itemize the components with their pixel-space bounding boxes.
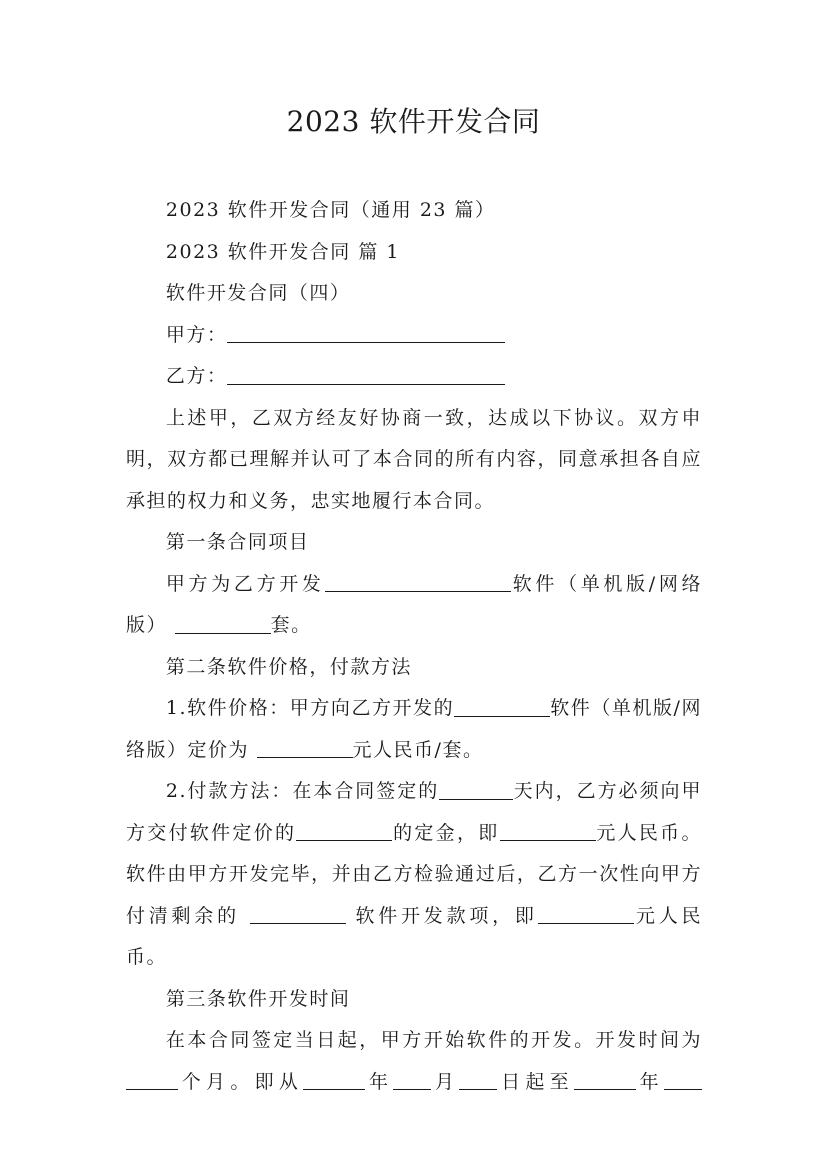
text-segment: 月 (431, 1070, 460, 1093)
party-b-line (126, 356, 702, 398)
article-2-heading (126, 647, 702, 689)
paragraph-text: 2023 软件开发合同（通用 23 篇） (165, 199, 496, 221)
paragraph-text: 第三条软件开发时间 (165, 987, 351, 1010)
start-year-blank[interactable] (303, 1069, 365, 1090)
article-1-content (126, 564, 702, 647)
text-segment: 的定金，即 (392, 821, 500, 844)
start-day-blank[interactable] (459, 1069, 497, 1090)
party-a-line (126, 315, 702, 357)
document-title: 2023 软件开发合同 (286, 105, 541, 138)
months-blank[interactable] (126, 1069, 178, 1090)
text-segment: 1.软件价格：甲方向乙方开发的 (165, 697, 455, 719)
paragraph-subtitle (126, 190, 702, 232)
text-segment: 元人民币。 (126, 904, 702, 968)
party-a-blank[interactable] (227, 322, 505, 343)
text-segment: 软件（单机版/网络版）定价为 (126, 697, 702, 761)
article-2-price (126, 688, 702, 771)
days-blank[interactable] (439, 779, 513, 800)
quantity-blank[interactable] (175, 613, 271, 634)
text-segment: 元人民币。软件由甲方开发完毕，并由乙方检验通过后，乙方一次性向甲方付清剩余的 (126, 821, 702, 927)
article-3-content (126, 1020, 702, 1103)
text-segment: 日起至 (497, 1070, 574, 1093)
party-b-label: 乙方： (165, 365, 228, 387)
text-segment: 天内，乙方必须向甲方交付软件定价的 (126, 780, 702, 844)
paragraph-text: 软件开发合同（四） (165, 282, 351, 304)
paragraph-text: 第二条软件价格，付款方法 (165, 655, 412, 678)
article-1-heading (126, 522, 702, 564)
paragraph-text: 上述甲，乙双方经友好协商一致，达成以下协议。双方申明，双方都已理解并认可了本合同的所有内容，同意承担各自应承担的权力和义务，忠实地履行本合同。 (126, 406, 702, 512)
article-3-heading (126, 979, 702, 1021)
text-segment: 在本合同签定当日起，甲方开始软件的开发。开发时间为 (165, 1029, 702, 1051)
price-software-blank[interactable] (454, 696, 550, 717)
remaining-amount-blank[interactable] (538, 903, 634, 924)
remaining-blank[interactable] (250, 903, 346, 924)
document-body (126, 190, 702, 1103)
end-month-blank[interactable] (664, 1069, 702, 1090)
paragraph-agreement (126, 398, 702, 523)
deposit-ratio-blank[interactable] (296, 820, 392, 841)
start-month-blank[interactable] (393, 1069, 431, 1090)
text-segment: 套。 (270, 614, 312, 636)
end-year-blank[interactable] (574, 1069, 636, 1090)
paragraph-text: 2023 软件开发合同 篇 1 (165, 240, 400, 263)
text-segment: 元人民币/套。 (352, 738, 484, 761)
price-amount-blank[interactable] (257, 737, 353, 758)
party-a-label: 甲方： (165, 323, 228, 346)
text-segment: 年 (635, 1070, 664, 1093)
text-segment: 甲方为乙方开发 (165, 572, 325, 595)
text-segment: 软件开发款项，即 (355, 904, 538, 927)
text-segment: 软件（单机版/网络版） (126, 572, 702, 636)
text-segment: 年 (365, 1070, 394, 1093)
paragraph-contract-name (126, 273, 702, 315)
text-segment: 2.付款方法：在本合同签定的 (165, 780, 440, 802)
software-name-blank[interactable] (325, 571, 511, 592)
article-2-payment (126, 771, 702, 979)
paragraph-text: 第一条合同项目 (165, 531, 310, 553)
paragraph-section-heading (126, 232, 702, 274)
party-b-blank[interactable] (227, 364, 505, 385)
deposit-amount-blank[interactable] (500, 820, 596, 841)
text-segment: 个月。即从 (178, 1070, 304, 1093)
